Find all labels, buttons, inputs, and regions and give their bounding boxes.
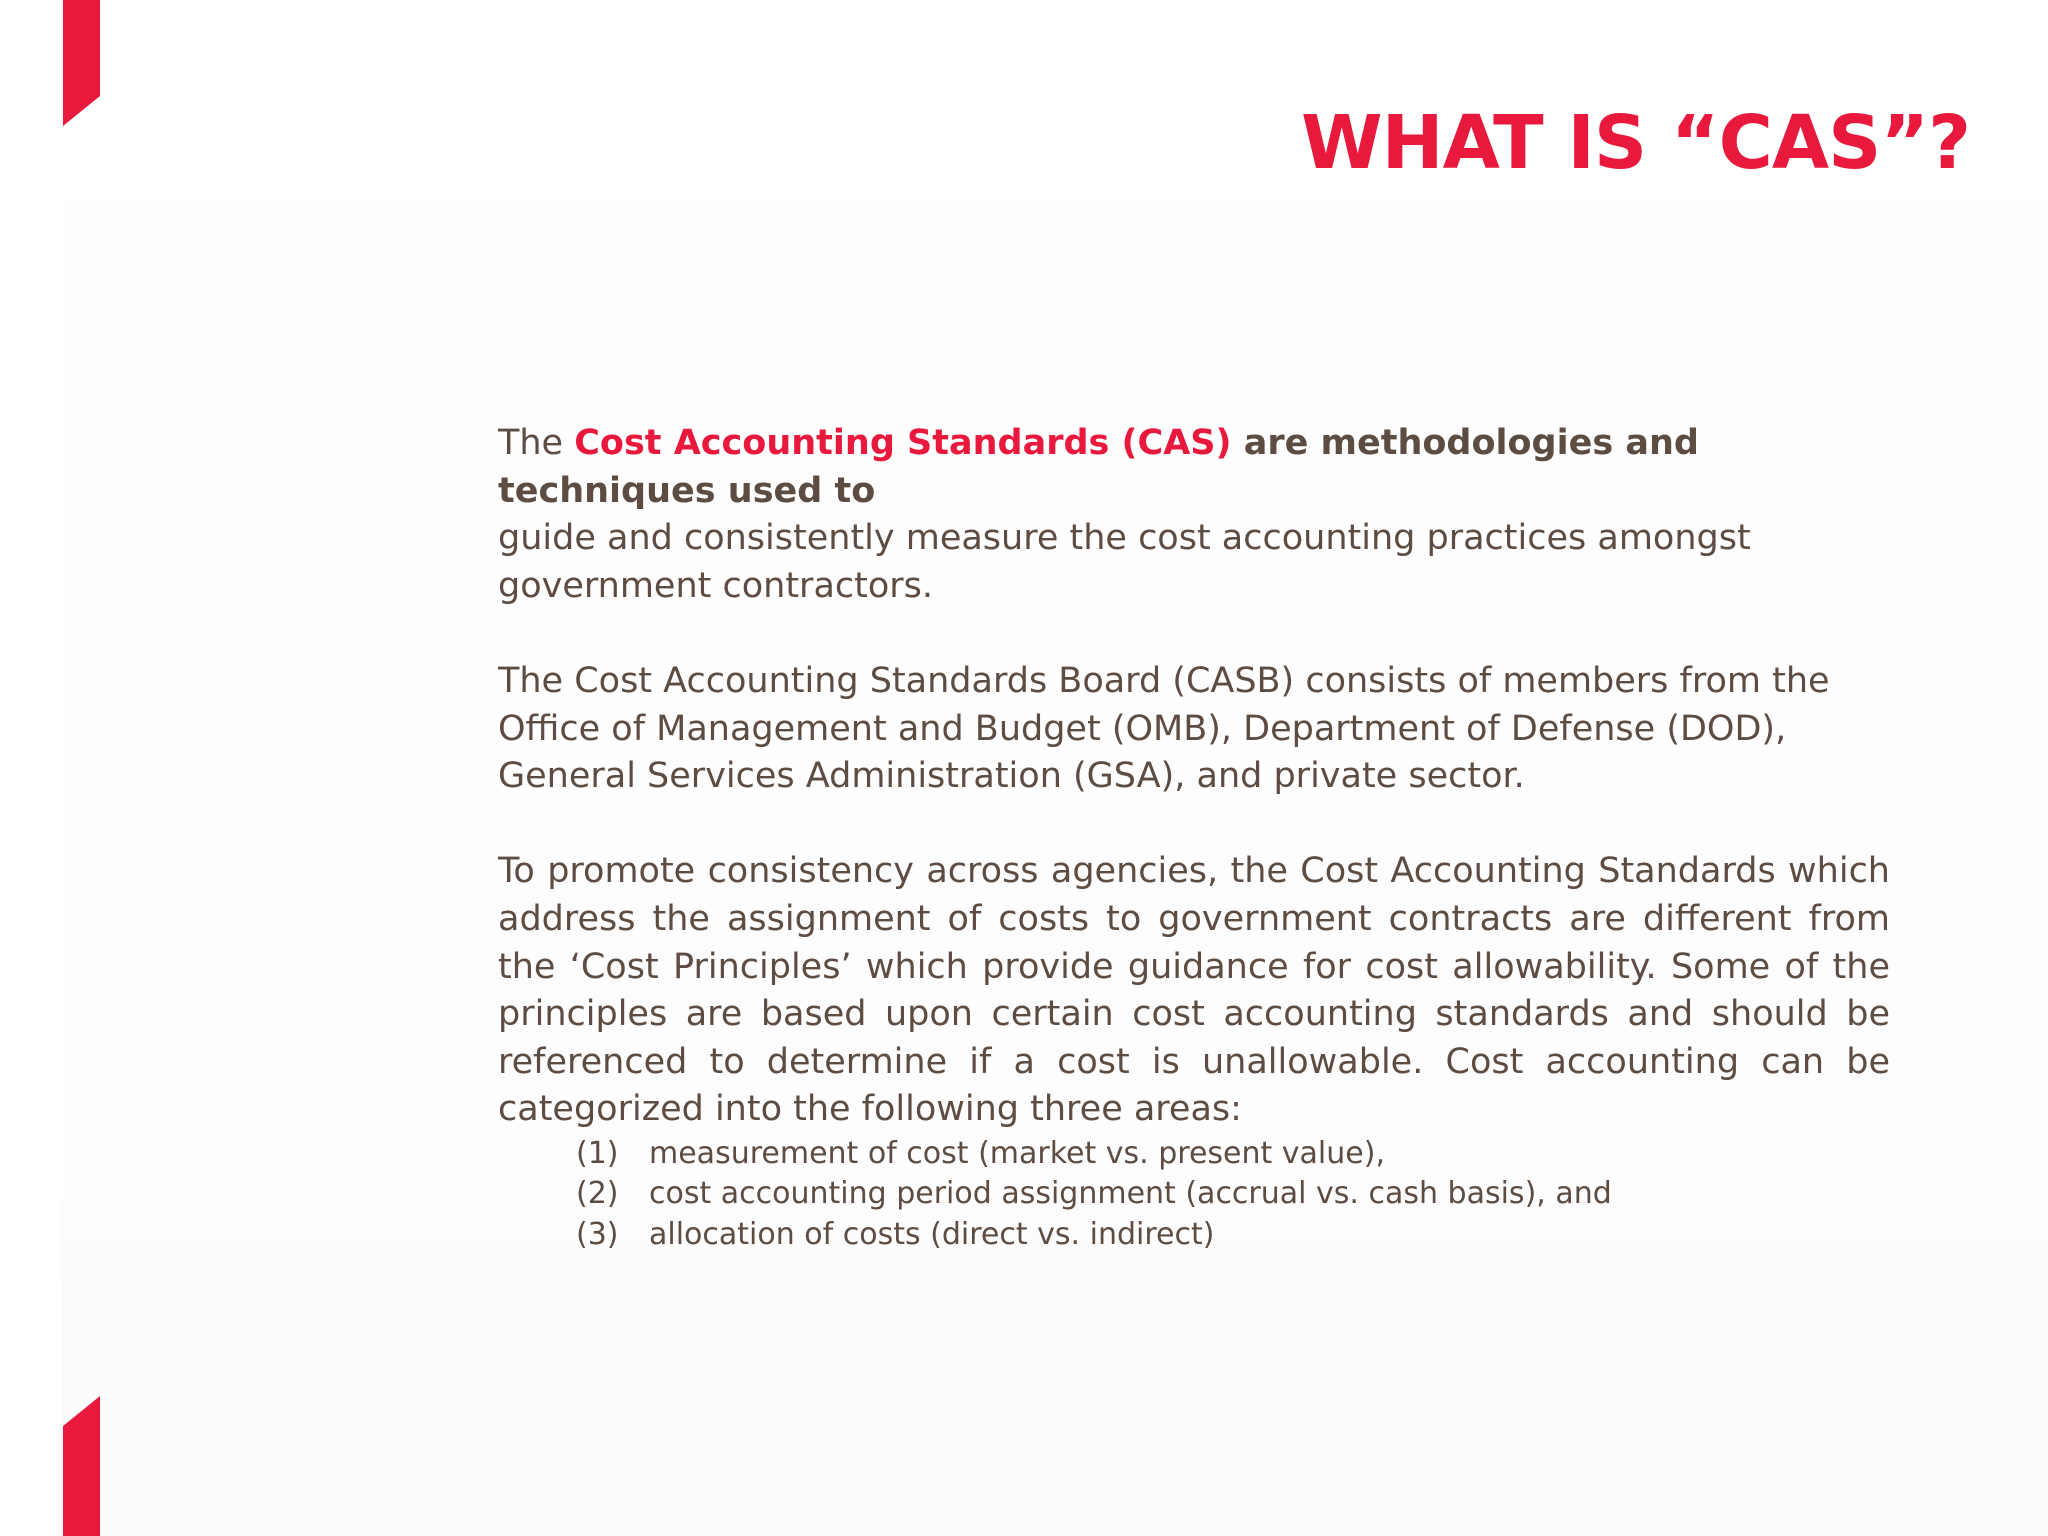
paragraph-casb-members: The Cost Accounting Standards Board (CASB) consists of members from the Office of Management and Budget (OMB), Department of Defense (DOD), General Services Administration (GSA), and private sector. (498, 660, 1830, 797)
cas-bold-description: are methodologies and techniques used to (498, 423, 1699, 511)
top-left-accent-polygon (63, 0, 100, 126)
list-item-period-assignment (576, 1174, 1890, 1215)
cost-accounting-areas-list (498, 1134, 1890, 1256)
list-number: (3) (576, 1216, 619, 1252)
list-item-allocation (576, 1215, 1890, 1256)
slide-body (498, 420, 1890, 1255)
paragraph-cas-definition (498, 420, 1890, 610)
list-text: cost accounting period assignment (accrual vs. cash basis), and (649, 1176, 1612, 1212)
bottom-left-accent-shape (63, 1396, 100, 1536)
list-number: (2) (576, 1176, 619, 1212)
slide-title: WHAT IS “CAS”? (1301, 100, 1970, 186)
paragraph-consistency: To promote consistency across agencies, the Cost Accounting Standards which address the assignment of costs to government contracts are different from the ‘Cost Principles’ which provide guidance for cost allowability. Some of the principles are based upon certain cost accounting standards and should be referenced to determine if a cost is unallowable. Cost accounting can be categorized into the following three areas: (498, 851, 1890, 1130)
cas-highlight: Cost Accounting Standards (CAS) (574, 423, 1232, 463)
paragraph-prefix: The (498, 423, 575, 463)
bottom-left-accent-polygon (63, 1396, 100, 1536)
paragraph-spacer (498, 610, 1890, 658)
list-text: measurement of cost (market vs. present value), (649, 1135, 1385, 1171)
list-text: allocation of costs (direct vs. indirect) (649, 1216, 1215, 1252)
list-item-measurement (576, 1134, 1890, 1175)
cas-description-rest: guide and consistently measure the cost accounting practices amongst government contractors. (498, 518, 1751, 606)
paragraph-spacer (498, 801, 1890, 849)
top-left-accent-shape (63, 0, 100, 126)
list-number: (1) (576, 1135, 619, 1171)
